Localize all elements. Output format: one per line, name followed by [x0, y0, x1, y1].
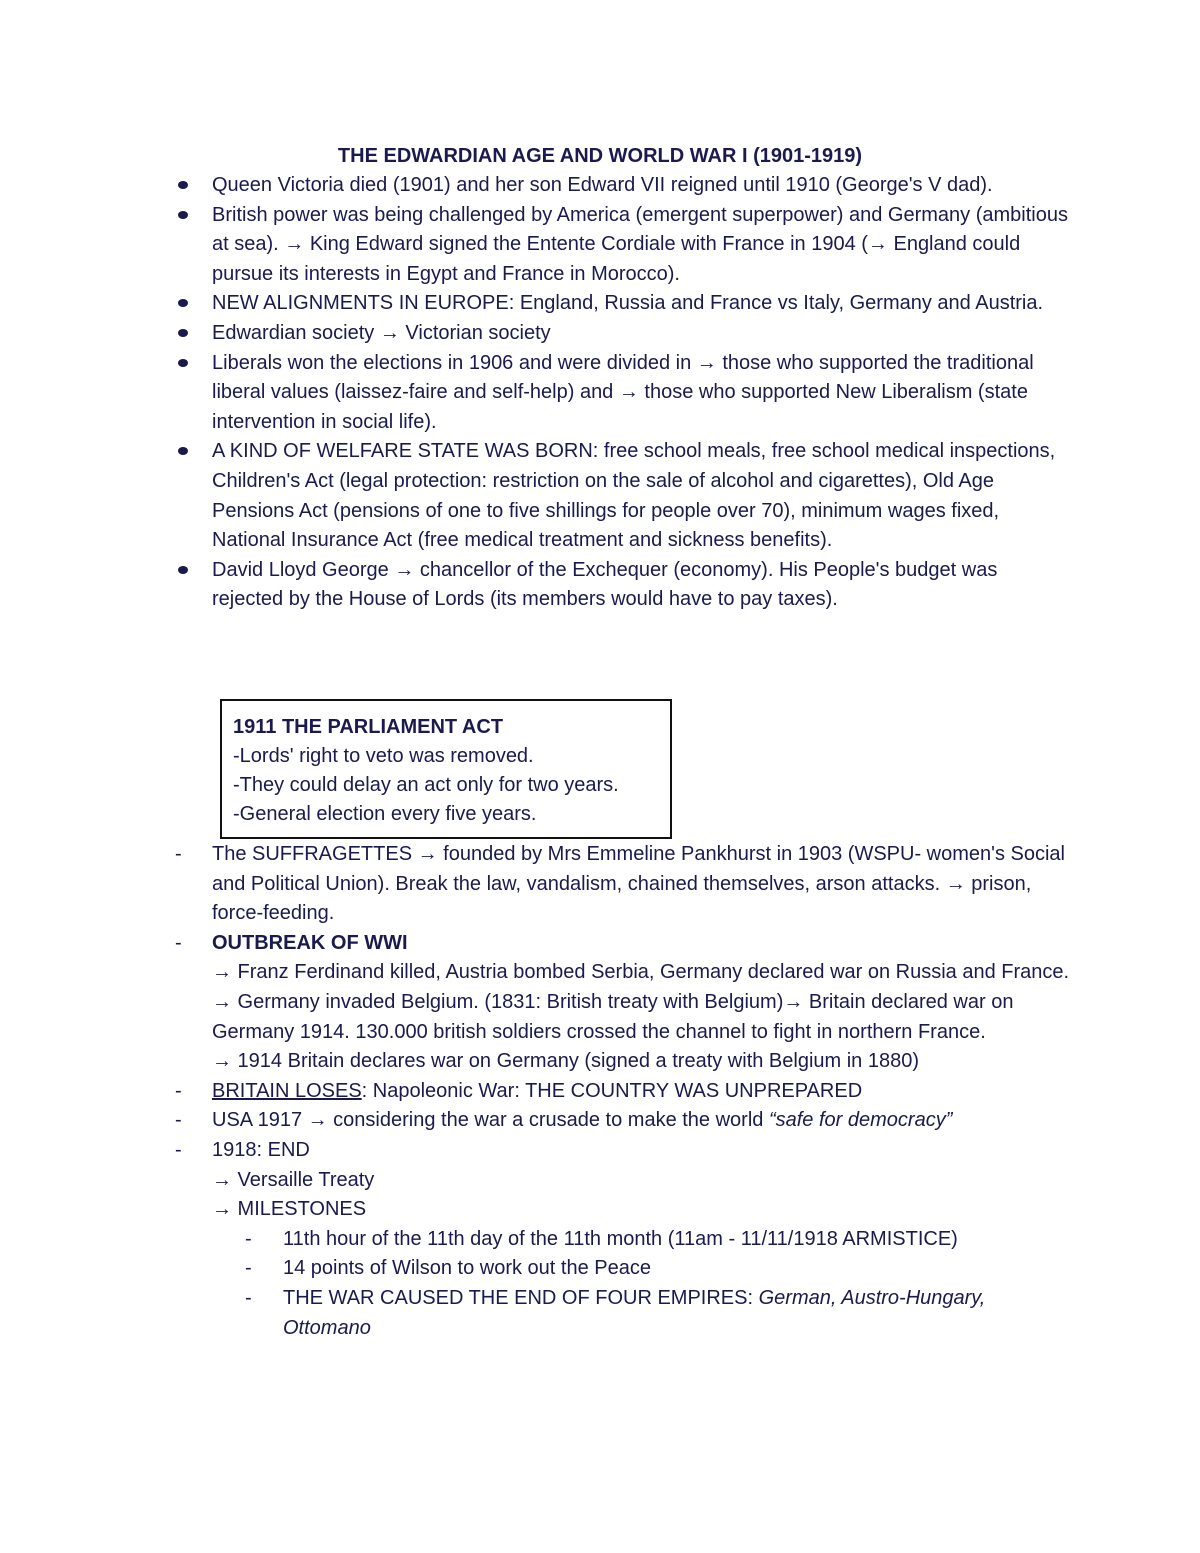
box-line: -General election every five years.	[233, 803, 537, 825]
list-item: British power was being challenged by America (emergent superpower) and Germany (ambitious at sea). → King Edward signed the Entente Cordiale with France in 1904 (→ England could pursue its interests in Egypt and France in Morocco).	[0, 201, 1072, 290]
milestone-item: - 14 points of Wilson to work out the Peace	[212, 1254, 1072, 1284]
page-title: THE EDWARDIAN AGE AND WORLD WAR I (1901-1919)	[337, 145, 863, 167]
end-line: → MILESTONES	[212, 1198, 367, 1221]
dash-list	[0, 840, 1200, 1343]
box-title: 1911 THE PARLIAMENT ACT	[233, 716, 504, 738]
empires-list: German, Austro-Hungary, Ottomano	[283, 1286, 986, 1339]
list-item: A KIND OF WELFARE STATE WAS BORN: free school meals, free school medical inspections, Children's Act (legal protection: restriction on the sale of alcohol and cigarettes), Old Age Pensions Act (pensions of one to five shillings for people over 70), minimum wages fixed, National Insurance Act (free medical treatment and sickness benefits).	[0, 437, 1072, 555]
bullet-icon	[178, 359, 188, 367]
dash-marker: -	[175, 1138, 182, 1161]
bullet-icon	[178, 299, 188, 307]
outbreak-line: → Germany invaded Belgium. (1831: British treaty with Belgium)→ Britain declared war on Germany 1914. 130.000 british soldiers crossed the channel to fight in northern France.	[212, 990, 1014, 1043]
milestones-list	[212, 1225, 1072, 1343]
dash-marker: -	[175, 843, 182, 865]
outbreak-heading: OUTBREAK OF WWI	[212, 931, 408, 954]
end-heading: 1918: END	[212, 1138, 310, 1161]
dash-marker: -	[245, 1286, 252, 1309]
box-line: -Lords' right to veto was removed.	[233, 745, 534, 767]
parliament-act-box	[220, 699, 672, 839]
list-item: NEW ALIGNMENTS IN EUROPE: England, Russia and France vs Italy, Germany and Austria.	[0, 289, 1072, 319]
dash-marker: -	[245, 1257, 252, 1280]
list-item: David Lloyd George → chancellor of the Exchequer (economy). His People's budget was rejected by the House of Lords (its members would have to pay taxes).	[0, 556, 1072, 615]
milestone-item: - 11th hour of the 11th day of the 11th month (11am - 11/11/1918 ARMISTICE)	[212, 1225, 1072, 1255]
outbreak-item	[0, 929, 1072, 1077]
end-item	[0, 1136, 1072, 1343]
dash-marker: -	[245, 1227, 252, 1250]
outbreak-line: → 1914 Britain declares war on Germany (signed a treaty with Belgium in 1880)	[212, 1050, 920, 1073]
list-item: Queen Victoria died (1901) and her son Edward VII reigned until 1910 (George's V dad).	[0, 171, 1072, 201]
milestone-item: - THE WAR CAUSED THE END OF FOUR EMPIRES: German, Austro-Hungary, Ottomano	[212, 1284, 1072, 1343]
bullet-icon	[178, 181, 188, 189]
bullet-icon	[178, 211, 188, 219]
list-item: Edwardian society → Victorian society	[0, 319, 1072, 349]
end-line: → Versaille Treaty	[212, 1168, 375, 1191]
dash-marker: -	[175, 931, 182, 954]
usa-item: - USA 1917 → considering the war a crusade to make the world “safe for democracy”	[0, 1106, 1072, 1136]
bullet-list	[0, 171, 1200, 615]
box-line: -They could delay an act only for two years.	[233, 774, 619, 796]
suffragettes-item: - The SUFFRAGETTES → founded by Mrs Emmeline Pankhurst in 1903 (WSPU- women's Social and Political Union). Break the law, vandalism, chained themselves, arson attacks. → prison, force-feeding.	[0, 840, 1072, 929]
list-item: Liberals won the elections in 1906 and were divided in → those who supported the traditional liberal values (laissez-faire and self-help) and → those who supported New Liberalism (state intervention in social life).	[0, 349, 1072, 438]
britain-loses-label: BRITAIN LOSES	[212, 1079, 362, 1102]
dash-marker: -	[175, 1079, 182, 1102]
outbreak-line: → Franz Ferdinand killed, Austria bombed Serbia, Germany declared war on Russia and France.	[212, 961, 1070, 984]
usa-quote: “safe for democracy”	[768, 1109, 953, 1132]
bullet-icon	[178, 329, 188, 337]
bullet-icon	[178, 566, 188, 574]
bullet-icon	[178, 447, 188, 455]
britain-loses-item: - BRITAIN LOSES: Napoleonic War: THE COUNTRY WAS UNPREPARED	[0, 1077, 1072, 1107]
dash-marker: -	[175, 1109, 182, 1132]
